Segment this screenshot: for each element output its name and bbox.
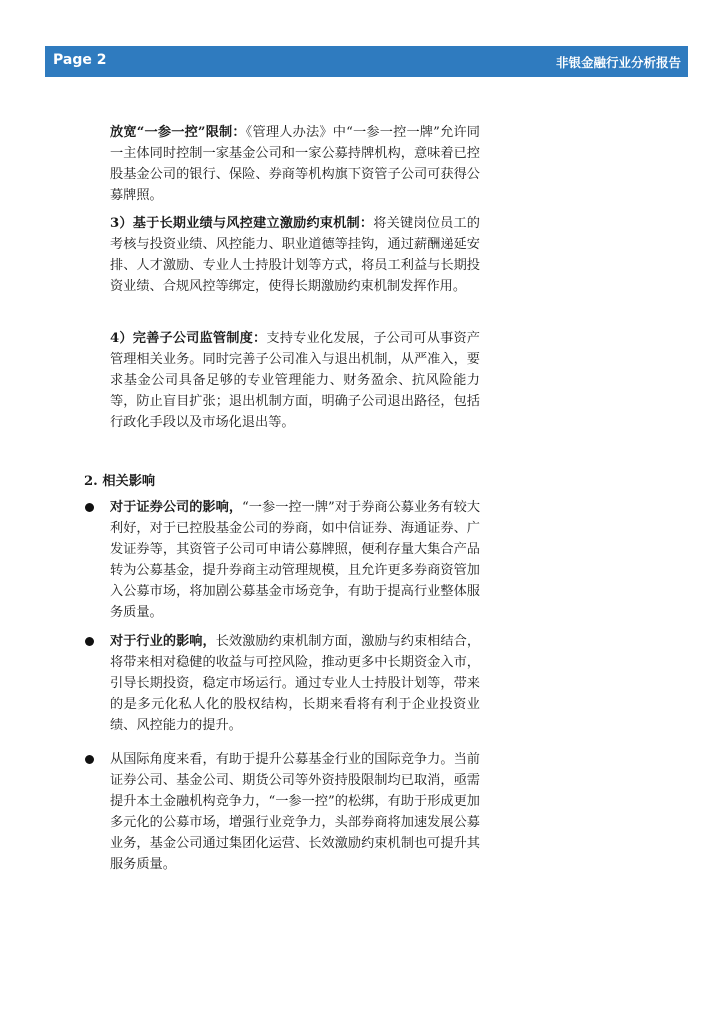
section-heading: 2. 相关影响	[84, 474, 156, 489]
bullet-icon	[84, 633, 96, 645]
list-item-body: 长效激励约束机制方面，激励与约束相结合，将带来相对稳健的收益与可控风险，推动更多中长期资金入市，引导长期投资，稳定市场运行。通过专业人士持股计划等，带来的是多元化私人化的股权结构，长期来看将有利于企业投资业绩、风控能力的提升。	[110, 634, 481, 733]
list-item	[110, 749, 480, 875]
paragraph-relax-restriction	[110, 122, 480, 206]
paragraph-body: 将关键岗位员工的考核与投资业绩、风控能力、职业道德等挂钩，通过薪酬递延安排、人才激励、专业人士持股计划等方式，将员工利益与长期投资业绩、合规风控等绑定，使得长期激励约束机制发挥作用。	[110, 216, 480, 294]
paragraph-lead: 3）基于长期业绩与风控建立激励约束机制：	[110, 216, 374, 231]
paragraph-body: 《管理人办法》中“一参一控一牌”允许同一主体同时控制一家基金公司和一家公募持牌机构，意味着已控股基金公司的银行、保险、券商等机构旗下资管子公司可获得公募牌照。	[110, 125, 480, 203]
paragraph-lead: 4）完善子公司监管制度：	[110, 331, 267, 346]
paragraph-incentive-mechanism	[110, 213, 480, 297]
report-title: 非银金融行业分析报告	[555, 55, 681, 70]
page-header-bar	[45, 46, 688, 77]
bullet-icon	[84, 751, 96, 763]
list-item-body: 从国际角度来看，有助于提升公募基金行业的国际竞争力。当前证券公司、基金公司、期货公司等外资持股限制均已取消，亟需提升本土金融机构竞争力，“一参一控”的松绑，有助于形成更加多元化的公募市场，增强行业竞争力，头部券商将加速发展公募业务，基金公司通过集团化运营、长效激励约束机制也可提升其服务质量。	[110, 752, 480, 872]
page-number: Page 2	[53, 52, 107, 68]
paragraph-subsidiary-supervision	[110, 328, 480, 433]
list-item-lead: 对于行业的影响，	[110, 634, 216, 649]
bullet-icon	[84, 499, 96, 511]
list-item-lead: 对于证券公司的影响，	[110, 500, 243, 515]
paragraph-body: 支持专业化发展，子公司可从事资产管理相关业务。同时完善子公司准入与退出机制，从严准入，要求基金公司具备足够的专业管理能力、财务盈余、抗风险能力等，防止盲目扩张；退出机制方面，明确子公司退出路径，包括行政化手段以及市场化退出等。	[110, 331, 480, 430]
list-item	[110, 497, 480, 623]
list-item	[110, 631, 480, 736]
paragraph-lead: 放宽“一参一控”限制：	[110, 125, 246, 140]
list-item-body: “一参一控一牌”对于券商公募业务有较大利好，对于已控股基金公司的券商，如中信证券、海通证券、广发证券等，其资管子公司可申请公募牌照，便利存量大集合产品转为公募基金，提升券商主动管理规模，且允许更多券商资管加入公募市场，将加剧公募基金市场竞争，有助于提高行业整体服务质量。	[110, 500, 481, 620]
